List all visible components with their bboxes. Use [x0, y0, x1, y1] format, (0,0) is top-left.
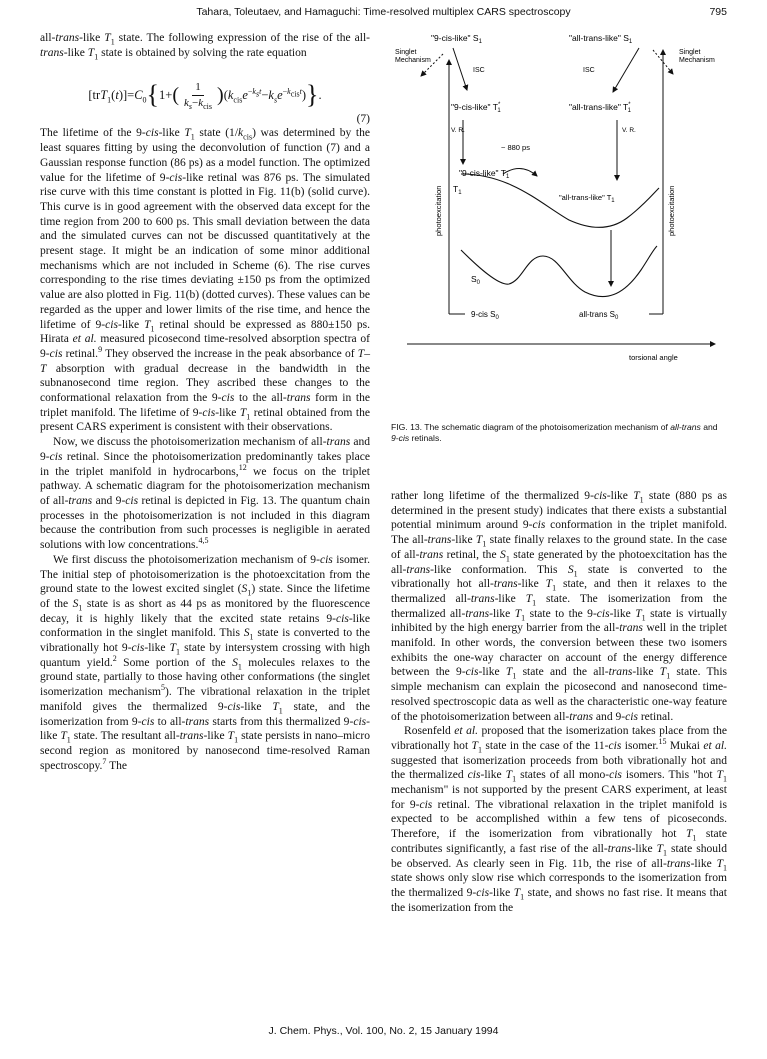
paragraph: Rosenfeld et al. proposed that the isomerization takes place from the vibrationally hot $T_1$ state in the case of the 11-cis isomer.$^{15}$ Mukai et al. suggested that isomerization proceeds from both vibrationally hot and the thermalized cis-like $T_1$ states of all mono-cis isomers. This "hot $T_1$ mechanism" is not supported by the present CARS experiment, at least for 9-cis retinal. The vibrational relaxation in the triplet manifold is expected to be accomplished within a few tens of picoseconds. Therefore, if the isomerization from vibrationally hot $T_1$ state contributes significantly, a fast rise of the all-trans-like $T_1$ state should be observed. As clearly seen in Fig. 11b, the rise of all-trans-like $T_1$ state shows only slow rise which corresponds to the isomerization from the thermalized 9-cis-like $T_1$ state, and shows no fast rise. It means that the isomerization from the — [391, 725, 728, 914]
equation-7: $[trT_1(t)]=C_0$ { 1+ ( $\frac{1}{k_s-k_{cis}}$ ) $(k_{cis}e^{-k_st}-k_se^{-k_{cis}t})$ } . (7) — [88, 80, 370, 125]
isc-left-label: ISC — [473, 67, 485, 74]
vr-left-label: V. R. — [451, 127, 465, 134]
right-column — [391, 489, 727, 915]
s0-cis-label: 9-cis $S_0$ — [471, 310, 499, 321]
isc-right-arrow — [613, 48, 639, 92]
photoexcitation-left-label: photoexcitation — [434, 185, 443, 236]
left-column — [40, 31, 370, 773]
singlet-left-label: Singlet Mechanism — [395, 49, 431, 64]
paragraph: rather long lifetime of the thermalized 9-cis-like $T_1$ state (880 ps as determined in the present study) indicates that there exists a substantial potential minimum around 9-cis conformation in the triplet manifold. The all-trans-like $T_1$ state finally relaxes to the ground state. In the case of all-trans retinal, the $S_1$ state generated by the photoexcitation has the all-trans-like conformation. This $S_1$ state is converted to the vibrationally hot all-trans-like $T_1$ state, and then it relaxes to the thermalized all-trans-like $T_1$ state. The isomerization from the thermalized all-trans-like $T_1$ state to the 9-cis-like $T_1$ state is virtually inhibited by the high energy barrier from the all-trans well in the triplet manifold. In other words, the conversion between these two isomers exhibits the one-way character on account of the energy difference between the 9-cis-like $T_1$ state and the all-trans-like $T_1$ state. This simple mechanism can explain the picosecond and nanosecond time-resolved spectroscopic data as well as the characteristic one-way feature of the photoisomerization between all-trans and 9-cis retinal. — [391, 490, 728, 723]
t1-hot-cis-label: "9-cis-like" T* 1 — [451, 102, 501, 114]
figure-13 — [391, 24, 727, 384]
x-axis-label: torsional angle — [629, 353, 678, 362]
paragraph: Now, we discuss the photoisomerization mechanism of all-trans and 9-cis retinal. Since the photoisomerization predominantly takes place in the triplet manifold in hydrocarbons,$^{12}$ we focus on the triplet pathway. A schematic diagram for the photoisomerization mechanism of all-trans and 9-cis retinal is depicted in Fig. 13. The quantum chain processes in the photoisomerization is not included in this diagram because the contribution from such processes is negligible in aerated solutions with low concentrations.$^{4,5}$ — [40, 436, 371, 552]
paragraph: The lifetime of the 9-cis-like $T_1$ state $(1/k_{cis})$ was determined by the least squares fitting by using the deconvolution of function (7) and a Gaussian response function (86 ps) as a model function. The optimized value for the lifetime of 9-cis-like retinal was 876 ps. The simulated rise curve with this time constant is plotted in Fig. 11(b) (solid curve). This curve is in good agreement with the observed data except for the time region from 200 to 600 ps. This small deviation between the data and the simulated curves can not be discussed quantitatively at the present stage. It might be an indication of some minor additional mechanisms which are not included in Scheme (6). The rise curves corresponding to the rise times deviating ±150 ps from the optimized value are also plotted in Fig. 11(b) (dotted curves). These values can be regarded as the upper and lower limits of the rise time, and hence the lifetime of 9-cis-like $T_1$ retinal should be expressed as 880±150 ps. Hirata et al. measured picosecond time-resolved absorption spectra of 9-cis retinal.$^9$ They observed the increase in the peak absorbance of T–T absorption with gradual decrease in the bandwidth in the subnanosecond time region. They ascribed these changes to the conformational relaxation from the 9-cis to the all-trans form in the triplet manifold. The lifetime of 9-cis-like $T_1$ retinal obtained from the present CARS experiment is consistent with their observations. — [40, 127, 371, 434]
time-880-label: ~ 880 ps — [501, 143, 530, 152]
s0-potential-curve — [461, 246, 657, 297]
t1-cis-label: "9-cis-like" $T_1$ — [459, 168, 510, 180]
s1-trans-label: "all-trans-like" $S_1$ — [569, 33, 633, 45]
isc-left-arrow — [453, 48, 467, 90]
s1-cis-label: "9-cis-like" $S_1$ — [431, 33, 482, 45]
running-head-title: Tahara, Toleutaev, and Hamaguchi: Time-resolved multiplex CARS spectroscopy — [196, 6, 571, 18]
figure-caption: FIG. 13. The schematic diagram of the photoisomerization mechanism of all-trans and 9-cis retinals. — [391, 422, 718, 443]
t1-hot-trans-label: "all-trans-like" T* 1 — [569, 102, 631, 114]
photoisomerization-diagram — [391, 24, 727, 384]
t1-label: $T_1$ — [453, 184, 462, 196]
equation-number: (7) — [356, 112, 370, 125]
s0-label: $S_0$ — [471, 274, 481, 286]
s0-trans-label: all-trans $S_0$ — [579, 310, 619, 321]
isc-right-label: ISC — [583, 67, 595, 74]
running-head — [40, 6, 727, 22]
page-number: 795 — [709, 6, 727, 18]
t1-trans-label: "all-trans-like" $T_1$ — [559, 193, 615, 204]
footer-citation: J. Chem. Phys., Vol. 100, No. 2, 15 January 1994 — [268, 1025, 499, 1037]
photoexcitation-right-label: photoexcitation — [667, 185, 676, 236]
paragraph: We first discuss the photoisomerization mechanism of 9-cis isomer. The initial step of photoisomerization is the photoexcitation from the ground state to the lowest excited singlet $(S_1)$ state. Since the lifetime of the $S_1$ state is as short as 44 ps as monitored by the fluorescence decay, it is highly likely that the excited state retains 9-cis-like conformation in the singlet manifold. This $S_1$ state is converted to the vibrationally hot 9-cis-like $T_1$ state by intersystem crossing with high quantum yield.$^2$ Some portion of the $S_1$ molecules relaxes to the ground state, partially to those having other conformations (the singlet isomerization mechanism$^5$). The vibrational relaxation in the triplet manifold gives the thermalized 9-cis-like $T_1$ state, and the isomerization from 9-cis to all-trans starts from this thermalized 9-cis-like $T_1$ state. The resultant all-trans-like $T_1$ state persists in nano–micro second region as monitored by nanosecond time-resolved Raman spectroscopy.$^7$ The — [40, 553, 371, 772]
vr-right-label: V. R. — [622, 127, 636, 134]
paragraph: all-trans-like $T_1$ state. The following expression of the rise of the all-trans-like $T_1$ state is obtained by solving the rate equation — [40, 32, 371, 61]
singlet-right-label: Singlet Mechanism — [679, 49, 715, 64]
